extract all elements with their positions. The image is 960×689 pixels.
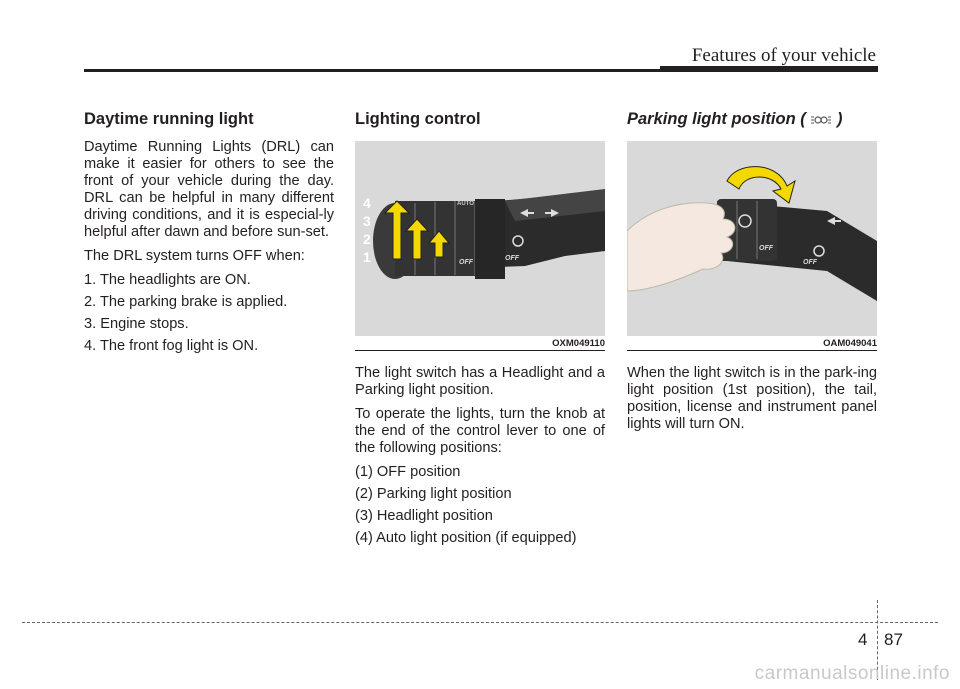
lighting-para-2: To operate the lights, turn the knob at the end of the control lever to one of the following positions: <box>355 406 605 456</box>
figure-rule <box>355 350 605 351</box>
drl-off-list <box>84 272 334 355</box>
parking-light-illustration <box>627 141 877 336</box>
section-title: Features of your vehicle <box>691 45 876 66</box>
figure-rule <box>627 350 877 351</box>
page-number: 87 <box>884 630 903 649</box>
lighting-para-1: The light switch has a Headlight and a Parking light position. <box>355 365 605 398</box>
header-rule-thick <box>660 66 878 72</box>
lighting-lever-illustration <box>355 141 605 336</box>
list-item: (3) Headlight position <box>355 508 493 524</box>
drl-intro: Daytime Running Lights (DRL) can make it easier for others to see the front of your vehicle during the day. DRL can be helpful in many different driving conditions, and it is especial-ly helpful after dawn and before sun-set. <box>84 139 334 240</box>
knob-auto-label: AUTO <box>457 201 474 207</box>
parking-light-icon <box>810 113 832 127</box>
watermark: carmanualsonline.info <box>754 663 950 684</box>
fog-off-label: OFF <box>505 255 519 262</box>
list-item: 4. The front fog light is ON. <box>84 338 259 354</box>
footer-rule <box>22 622 938 623</box>
list-item: (4) Auto light position (if equipped) <box>355 530 577 546</box>
parking-para: When the light switch is in the park-ing light position (1st position), the tail, position, license and instrument panel lights will turn ON. <box>627 365 877 432</box>
column-lighting-control <box>355 110 605 552</box>
list-item: (1) OFF position <box>355 464 461 480</box>
chapter-number: 4 <box>858 630 868 649</box>
lighting-lever-figure <box>355 141 605 336</box>
header-rule <box>84 69 662 72</box>
column-parking-light-position <box>627 110 877 440</box>
column-daytime-running-light <box>84 110 334 360</box>
fog-off-label: OFF <box>803 259 817 266</box>
lever-label-1: 1 <box>363 249 371 265</box>
position-list <box>355 464 605 547</box>
heading-daytime-running-light: Daytime running light <box>84 110 254 128</box>
list-item: (2) Parking light position <box>355 486 512 502</box>
list-item: 1. The headlights are ON. <box>84 272 251 288</box>
knob-off-label: OFF <box>459 259 473 266</box>
figure-code: OAM049041 <box>823 338 877 349</box>
parking-light-figure <box>627 141 877 336</box>
lever-label-3: 3 <box>363 213 371 229</box>
lever-label-4: 4 <box>363 195 371 211</box>
lever-label-2: 2 <box>363 231 371 247</box>
heading-lighting-control: Lighting control <box>355 110 481 128</box>
list-item: 2. The parking brake is applied. <box>84 294 288 310</box>
drl-off-when: The DRL system turns OFF when: <box>84 248 305 264</box>
heading-parking-light-position <box>627 110 877 129</box>
list-item: 3. Engine stops. <box>84 316 189 332</box>
heading-text-after: ) <box>836 110 843 128</box>
heading-text-before: Parking light position ( <box>627 110 806 128</box>
figure-code: OXM049110 <box>552 338 605 349</box>
knob-off-label: OFF <box>759 245 773 252</box>
